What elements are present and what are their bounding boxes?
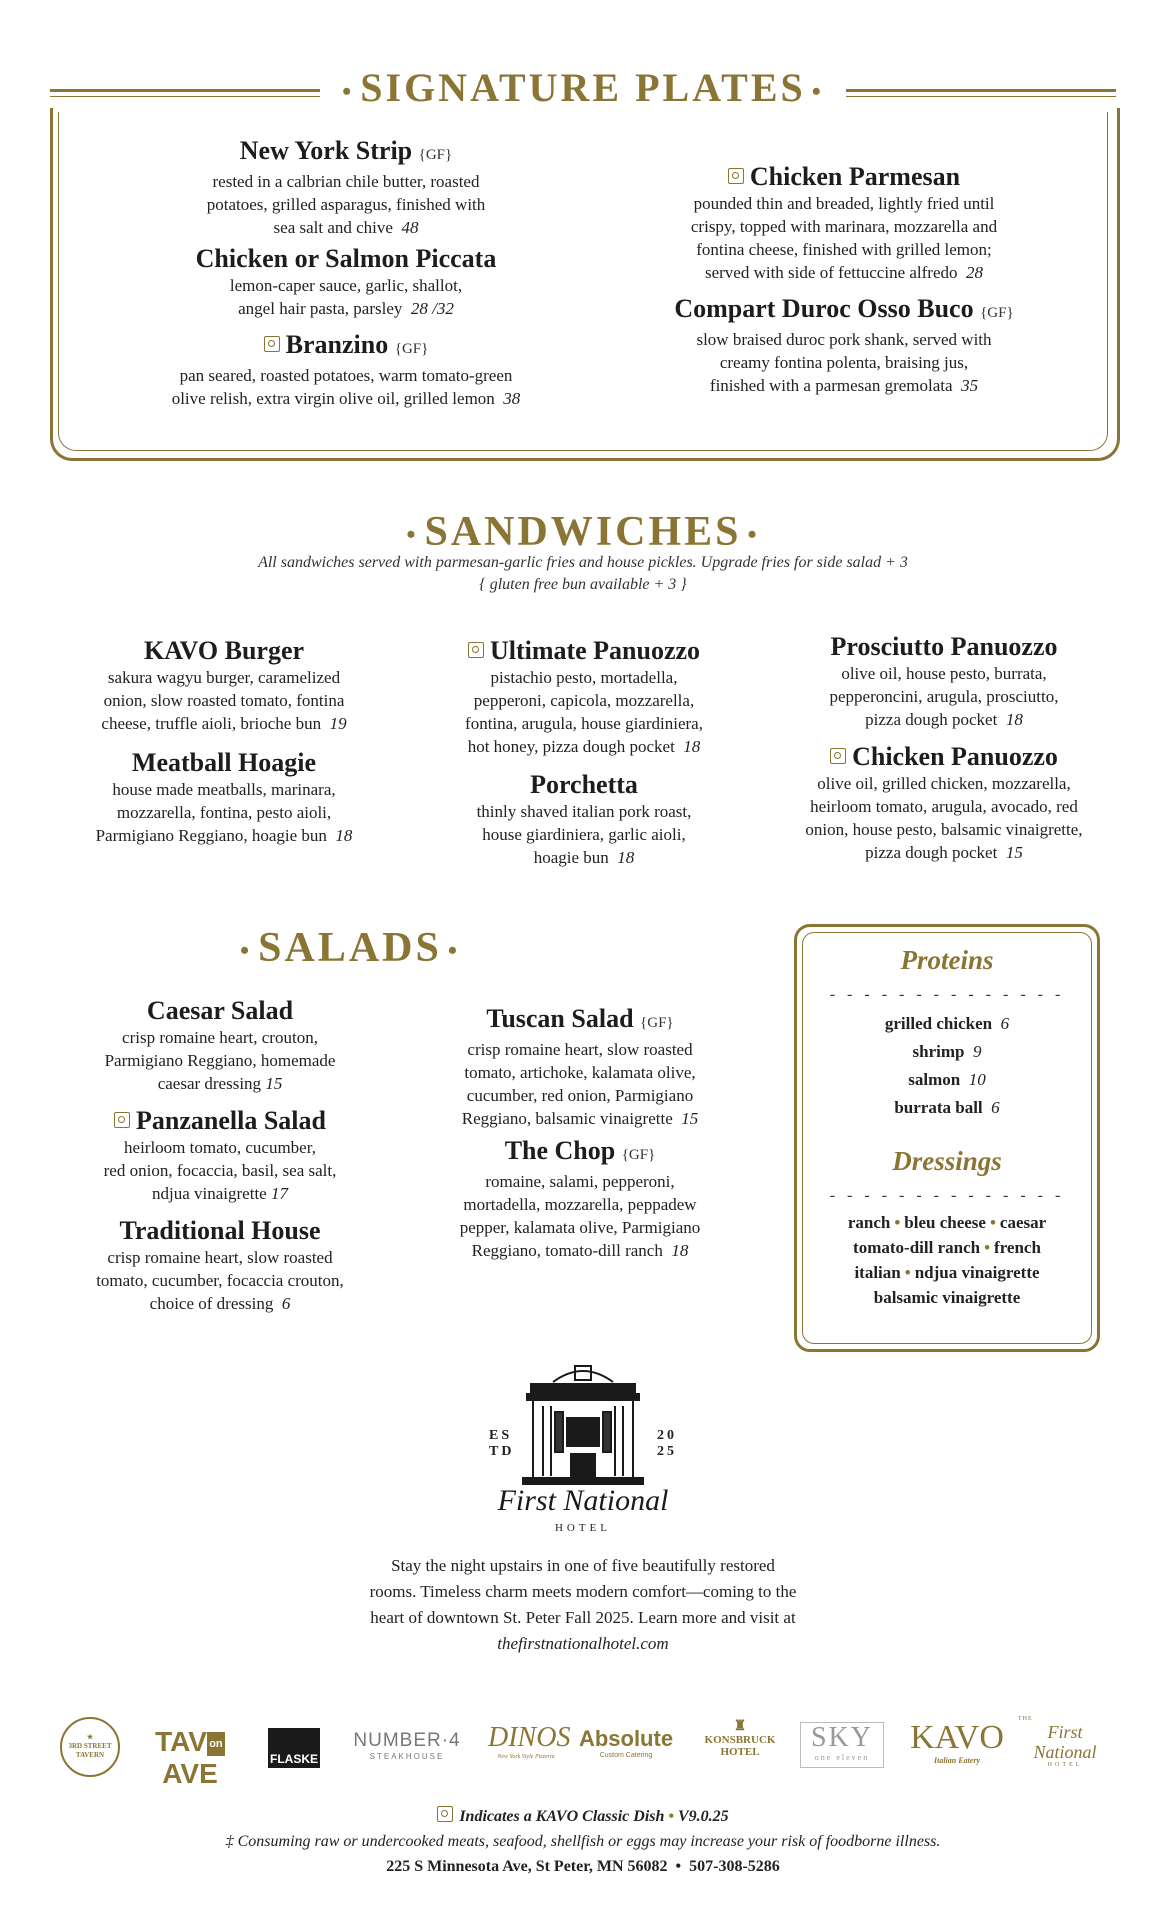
gf-tag: {GF} xyxy=(640,1015,674,1031)
logo-text: SKY xyxy=(810,1722,873,1753)
logo-first-national xyxy=(1018,1716,1112,1768)
item-desc: crisp romaine heart, slow roasted xyxy=(107,1248,333,1267)
logo-text: THE xyxy=(1018,1716,1033,1722)
est-year: 20 xyxy=(657,1428,677,1443)
hotel-sub: HOTEL xyxy=(554,1522,612,1534)
menu-item-caesar-salad xyxy=(60,996,380,1095)
sandwiches-heading-text: SANDWICHES xyxy=(424,509,742,555)
logo-kavo xyxy=(902,1720,1012,1765)
item-desc: Reggiano, balsamic vinaigrette xyxy=(461,1109,673,1128)
item-name: New York Strip xyxy=(239,136,413,165)
menu-item-the-chop xyxy=(420,1136,740,1262)
item-price: 48 xyxy=(401,218,419,237)
item-name: Chicken or Salmon Piccata xyxy=(195,244,497,273)
address-text: 225 S Minnesota Ave, St Peter, MN 56082 xyxy=(386,1858,668,1875)
item-desc: romaine, salami, pepperoni, xyxy=(485,1172,675,1191)
salads-heading-text: SALADS xyxy=(258,925,442,971)
phone-text[interactable]: 507-308-5286 xyxy=(689,1858,780,1875)
est-left xyxy=(489,1428,514,1460)
item-desc: mortadella, mozzarella, peppadew xyxy=(463,1195,697,1214)
kavo-classic-icon xyxy=(468,642,484,658)
logo-text: 3RD STREET TAVERN xyxy=(68,1742,112,1759)
item-price: 18 xyxy=(683,737,701,756)
menu-item-branzino xyxy=(126,330,566,410)
item-desc: fontina, arugula, house giardiniera, xyxy=(465,714,703,733)
est-text: TD xyxy=(489,1444,515,1459)
item-desc: cheese, truffle aioli, brioche bun xyxy=(101,714,322,733)
logo-text: KONSBRUCK xyxy=(704,1734,776,1746)
menu-item-chicken-parmesan xyxy=(634,162,1054,284)
item-desc: pounded thin and breaded, lightly fried until xyxy=(693,194,995,213)
item-desc: pizza dough pocket xyxy=(865,710,998,729)
logo-dinos xyxy=(488,1722,571,1760)
item-name: Meatball Hoagie xyxy=(131,748,317,777)
logo-text: AVE xyxy=(162,1758,218,1789)
item-price: 15 xyxy=(681,1109,699,1128)
logo-text: New York Style Pizzeria xyxy=(497,1754,555,1760)
item-desc: crisp romaine heart, slow roasted xyxy=(467,1040,693,1059)
dressings-title: Dressings xyxy=(892,1146,1002,1176)
item-desc: hot honey, pizza dough pocket xyxy=(467,737,675,756)
dressing-item: tomato-dill ranch xyxy=(853,1238,981,1257)
dressing-item: balsamic vinaigrette xyxy=(873,1288,1021,1307)
menu-item-kavo-burger xyxy=(64,636,384,735)
logo-text: one eleven xyxy=(814,1753,870,1762)
sandwiches-note-line: All sandwiches served with parmesan-garlic fries and house pickles. Upgrade fries for side salad + 3 xyxy=(258,554,908,571)
dressing-line: tomato-dill ranch • french xyxy=(853,1238,1041,1257)
logo-text: DINOS xyxy=(488,1722,571,1753)
item-price: 35 xyxy=(961,376,979,395)
logo-flaske xyxy=(268,1728,320,1768)
protein-item xyxy=(797,1038,1097,1066)
item-desc: caesar dressing xyxy=(157,1074,262,1093)
item-desc: cucumber, red onion, Parmigiano xyxy=(466,1086,694,1105)
item-name: KAVO Burger xyxy=(143,636,305,665)
protein-item xyxy=(797,1094,1097,1122)
protein-name: salmon xyxy=(908,1070,961,1089)
logo-third-street-tavern: ★ 3RD STREET TAVERN xyxy=(60,1717,120,1777)
item-price: 18 xyxy=(1005,710,1023,729)
item-desc: creamy fontina polenta, braising jus, xyxy=(719,353,969,372)
est-text: ES xyxy=(489,1428,513,1443)
item-name: Ultimate Panuozzo xyxy=(489,636,701,665)
item-desc: finished with a parmesan gremolata xyxy=(709,376,953,395)
protein-item xyxy=(797,1010,1097,1038)
dressing-item: ranch xyxy=(847,1213,891,1232)
item-price: 15 xyxy=(265,1074,283,1093)
item-desc: slow braised duroc pork shank, served with xyxy=(696,330,992,349)
menu-item-porchetta xyxy=(424,770,744,869)
item-desc: ndjua vinaigrette xyxy=(152,1184,267,1203)
item-name: Chicken Parmesan xyxy=(749,162,961,191)
dressing-line: ranch • bleu cheese • caesar xyxy=(847,1213,1047,1232)
protein-name: grilled chicken xyxy=(884,1014,993,1033)
menu-item-chicken-panuozzo xyxy=(774,742,1114,864)
dressing-line xyxy=(797,1285,1097,1310)
item-desc: house giardiniera, garlic aioli, xyxy=(482,825,686,844)
est-year: 25 xyxy=(657,1444,677,1459)
logo-text: KAVO xyxy=(910,1719,1004,1756)
item-desc: crispy, topped with marinara, mozzarella and xyxy=(690,217,998,236)
item-name: Branzino xyxy=(285,330,389,359)
logo-text: NUMBER·4 xyxy=(353,1730,461,1751)
logo-number-4 xyxy=(344,1730,470,1761)
item-price: 17 xyxy=(270,1184,288,1203)
item-desc: tomato, artichoke, kalamata olive, xyxy=(464,1063,696,1082)
item-desc: onion, slow roasted tomato, fontina xyxy=(103,691,345,710)
logo-text: Custom Catering xyxy=(599,1752,653,1759)
hotel-text-line: heart of downtown St. Peter Fall 2025. Learn more and visit at xyxy=(370,1608,796,1627)
menu-item-prosciutto-panuozzo xyxy=(774,632,1114,731)
item-desc: choice of dressing xyxy=(149,1294,274,1313)
footer-warning xyxy=(0,1833,1166,1851)
dressing-line: italian • ndjua vinaigrette xyxy=(854,1263,1040,1282)
protein-price: 10 xyxy=(968,1070,986,1089)
logo-tav-on-ave xyxy=(134,1726,246,1790)
logo-sky xyxy=(800,1722,884,1768)
item-name: Chicken Panuozzo xyxy=(852,742,1058,771)
item-desc: lemon-caper sauce, garlic, shallot, xyxy=(229,276,463,295)
hotel-url[interactable]: thefirstnationalhotel.com xyxy=(497,1634,669,1653)
gf-tag: {GF} xyxy=(980,305,1014,321)
menu-item-ultimate-panuozzo xyxy=(424,636,744,758)
protein-price: 6 xyxy=(991,1098,1000,1117)
menu-item-tuscan-salad xyxy=(420,1004,740,1130)
protein-name: shrimp xyxy=(912,1042,965,1061)
item-desc: pepper, kalamata olive, Parmigiano xyxy=(459,1218,701,1237)
hotel-logo xyxy=(483,1358,683,1540)
logo-konsbruck xyxy=(692,1718,788,1758)
item-desc: tomato, cucumber, focaccia crouton, xyxy=(96,1271,344,1290)
item-desc: sea salt and chive xyxy=(273,218,393,237)
item-price: 28 /32 xyxy=(410,299,454,318)
item-price: 28 xyxy=(966,263,984,282)
item-name: Prosciutto Panuozzo xyxy=(830,632,1058,661)
item-desc: pepperoncini, arugula, prosciutto, xyxy=(829,687,1059,706)
gf-tag: {GF} xyxy=(621,1147,656,1163)
protein-price: 9 xyxy=(972,1042,982,1061)
signature-heading: • SIGNATURE PLATES • xyxy=(342,65,824,110)
item-desc: hoagie bun xyxy=(533,848,609,867)
item-desc: angel hair pasta, parsley xyxy=(238,299,403,318)
kavo-classic-icon xyxy=(437,1806,453,1822)
warning-text: ‡ Consuming raw or undercooked meats, seafood, shellfish or eggs may increase your risk of foodborne illness. xyxy=(225,1833,941,1850)
proteins-divider: - - - - - - - - - - - - - - xyxy=(829,986,1065,1003)
gluten-free-note: { gluten free bun available + 3 } xyxy=(479,576,687,593)
logo-text: on xyxy=(207,1732,225,1756)
item-price: 18 xyxy=(671,1241,689,1260)
dressing-item: caesar xyxy=(999,1213,1047,1232)
logo-text: STEAKHOUSE xyxy=(369,1752,445,1761)
hotel-text-line: Stay the night upstairs in one of five beautifully restored xyxy=(391,1556,775,1575)
logo-text: HOTEL xyxy=(1047,1762,1083,1768)
menu-item-traditional-house xyxy=(60,1216,380,1315)
protein-item xyxy=(797,1066,1097,1094)
item-desc: fontina cheese, finished with grilled lemon; xyxy=(696,240,992,259)
item-desc: red onion, focaccia, basil, sea salt, xyxy=(103,1161,337,1180)
item-name: Traditional House xyxy=(119,1216,321,1245)
menu-item-new-york-strip xyxy=(146,136,546,239)
menu-item-piccata xyxy=(146,244,546,320)
hotel-script-name: First National xyxy=(497,1484,669,1517)
item-price: 18 xyxy=(335,826,353,845)
item-desc: heirloom tomato, cucumber, xyxy=(124,1138,316,1157)
sandwiches-note xyxy=(0,552,1166,596)
konsbruck-icon: ♜ xyxy=(733,1719,747,1734)
logo-text: TAV xyxy=(155,1726,207,1757)
item-name: Compart Duroc Osso Buco xyxy=(674,294,974,323)
item-desc: olive relish, extra virgin olive oil, grilled lemon xyxy=(171,389,495,408)
item-name: Porchetta xyxy=(530,770,638,799)
logo-text: First National xyxy=(1033,1722,1097,1762)
logo-text: Absolute xyxy=(578,1726,674,1751)
item-name: Tuscan Salad xyxy=(486,1004,634,1033)
proteins-title: Proteins xyxy=(900,945,994,975)
hotel-building-icon xyxy=(483,1358,683,1488)
item-desc: onion, house pesto, balsamic vinaigrette, xyxy=(805,820,1083,839)
item-price: 6 xyxy=(281,1294,291,1313)
item-desc: pan seared, roasted potatoes, warm tomato-green xyxy=(179,366,513,385)
item-desc: heirloom tomato, arugula, avocado, red xyxy=(810,797,1078,816)
logo-text: FLASKE xyxy=(270,1752,318,1766)
dressings-divider: - - - - - - - - - - - - - - xyxy=(829,1187,1065,1204)
item-desc: served with side of fettuccine alfredo xyxy=(704,263,958,282)
item-desc: Parmigiano Reggiano, homemade xyxy=(104,1051,336,1070)
item-desc: olive oil, grilled chicken, mozzarella, xyxy=(817,774,1071,793)
item-name: Panzanella Salad xyxy=(136,1106,326,1135)
salads-heading: • SALADS • xyxy=(240,925,460,971)
dressing-item: bleu cheese xyxy=(904,1213,986,1232)
hotel-description xyxy=(0,1553,1166,1657)
item-name: The Chop xyxy=(504,1136,616,1165)
kavo-classic-icon xyxy=(114,1112,130,1128)
item-desc: pepperoni, capicola, mozzarella, xyxy=(473,691,695,710)
signature-heading-text: SIGNATURE PLATES xyxy=(360,65,806,110)
hotel-text-line: rooms. Timeless charm meets modern comfort—coming to the xyxy=(369,1582,797,1601)
item-price: 19 xyxy=(329,714,347,733)
item-desc: sakura wagyu burger, caramelized xyxy=(107,668,341,687)
menu-item-panzanella-salad xyxy=(60,1106,380,1205)
item-desc: Parmigiano Reggiano, hoagie bun xyxy=(95,826,327,845)
dressing-item: italian xyxy=(854,1263,901,1282)
item-desc: thinly shaved italian pork roast, xyxy=(476,802,692,821)
item-desc: Reggiano, tomato-dill ranch xyxy=(471,1241,663,1260)
logo-text: Italian Eatery xyxy=(933,1756,980,1765)
item-desc: potatoes, grilled asparagus, finished with xyxy=(206,195,486,214)
dressing-item: french xyxy=(994,1238,1041,1257)
menu-item-osso-buco xyxy=(634,294,1054,397)
item-price: 15 xyxy=(1005,843,1023,862)
item-desc: pistachio pesto, mortadella, xyxy=(490,668,678,687)
gf-tag: {GF} xyxy=(394,341,429,357)
footer-classic-note: Indicates a KAVO Classic Dish • V9.0.25 xyxy=(0,1808,1166,1826)
kavo-classic-icon xyxy=(264,336,280,352)
classic-note-text: Indicates a KAVO Classic Dish xyxy=(459,1808,665,1825)
logo-text: HOTEL xyxy=(720,1746,760,1758)
kavo-classic-icon xyxy=(728,168,744,184)
logo-absolute xyxy=(576,1726,676,1759)
version-text: V9.0.25 xyxy=(678,1808,729,1825)
item-desc: crisp romaine heart, crouton, xyxy=(122,1028,318,1047)
protein-price: 6 xyxy=(1000,1014,1010,1033)
kavo-classic-icon xyxy=(830,748,846,764)
item-desc: mozzarella, fontina, pesto aioli, xyxy=(116,803,332,822)
protein-name: burrata ball xyxy=(894,1098,983,1117)
footer-address: 225 S Minnesota Ave, St Peter, MN 56082 • 507-308-5286 xyxy=(386,1858,780,1875)
item-desc: pizza dough pocket xyxy=(865,843,998,862)
item-price: 38 xyxy=(503,389,521,408)
dressing-item: ndjua vinaigrette xyxy=(914,1263,1040,1282)
item-desc: house made meatballs, marinara, xyxy=(112,780,336,799)
est-right xyxy=(657,1428,677,1460)
item-desc: rested in a calbrian chile butter, roasted xyxy=(212,172,480,191)
gf-tag: {GF} xyxy=(418,147,453,163)
item-price: 18 xyxy=(617,848,635,867)
item-desc: olive oil, house pesto, burrata, xyxy=(841,664,1047,683)
item-name: Caesar Salad xyxy=(146,996,294,1025)
sandwiches-heading: • SANDWICHES • xyxy=(406,509,760,555)
menu-item-meatball-hoagie xyxy=(64,748,384,847)
